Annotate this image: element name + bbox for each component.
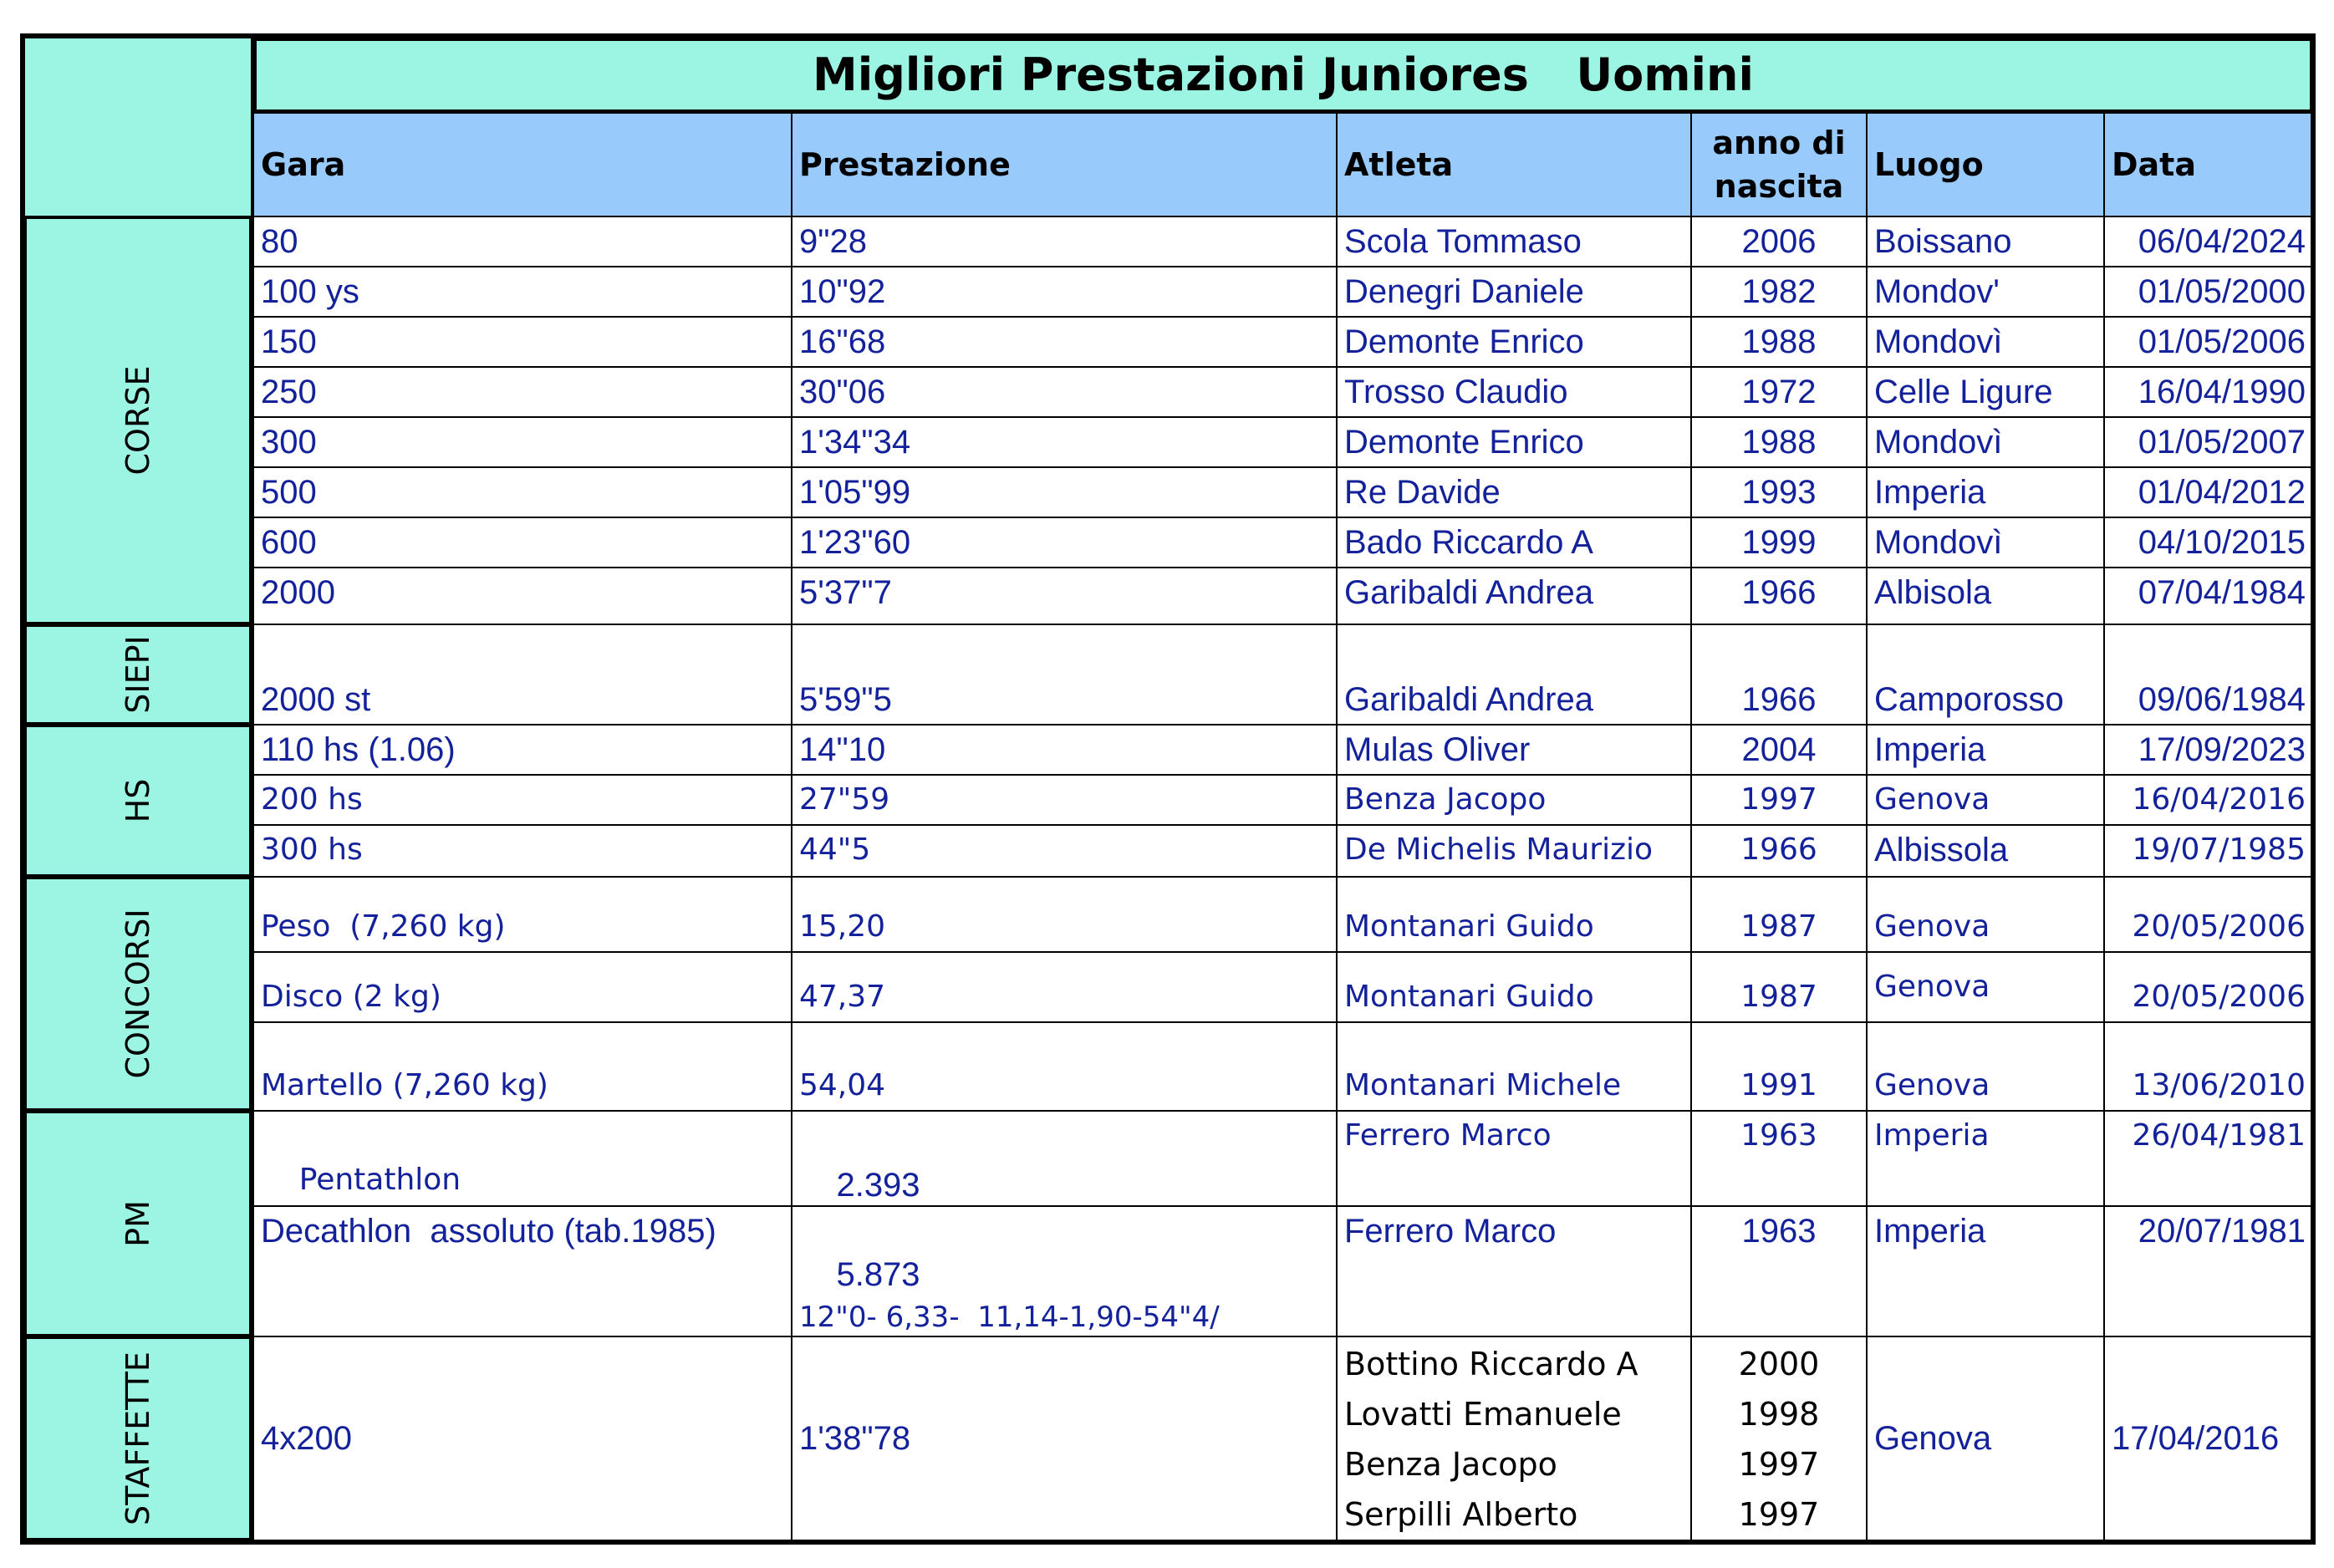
cell-atleta: Montanari Guido (1336, 951, 1692, 1023)
cell-atleta: Bado Riccardo A (1336, 517, 1692, 568)
header-anno: anno di nascita (1690, 112, 1868, 217)
cell-gara: 300 hs (252, 824, 792, 878)
cell-anno: 1972 (1690, 366, 1868, 418)
cell-data: 01/05/2000 (2103, 266, 2314, 318)
cell-atleta: Mulas Oliver (1336, 724, 1692, 776)
header-prestazione: Prestazione (791, 112, 1338, 217)
cell-luogo: Imperia (1866, 724, 2105, 776)
cell-gara (252, 1110, 792, 1207)
cell-atleta: Ferrero Marco (1336, 1205, 1692, 1337)
cell-gara: 2000 st (252, 624, 792, 725)
relay-athlete: Benza Jacopo (1344, 1446, 1557, 1483)
cell-luogo: Imperia (1866, 466, 2105, 518)
cell-luogo: Genova (1866, 1336, 2105, 1541)
cell-luogo: Mondovì (1866, 517, 2105, 568)
cell-prestazione: 47,37 (791, 951, 1338, 1023)
cell-atleta: Re Davide (1336, 466, 1692, 518)
cell-data: 01/05/2006 (2103, 316, 2314, 368)
cell-prestazione-main: 5.873 (836, 1256, 920, 1293)
cell-prestazione: 14"10 (791, 724, 1338, 776)
cell-luogo: Mondovì (1866, 416, 2105, 468)
cell-data: 13/06/2010 (2103, 1021, 2314, 1112)
cell-anno: 1966 (1690, 567, 1868, 625)
cell-luogo: Imperia (1866, 1110, 2105, 1207)
relay-year: 1997 (1738, 1496, 1820, 1533)
cell-atleta: Denegri Daniele (1336, 266, 1692, 318)
cell-luogo: Celle Ligure (1866, 366, 2105, 418)
cell-prestazione: 16"68 (791, 316, 1338, 368)
cell-prestazione: 1'05"99 (791, 466, 1338, 518)
category-staffette (23, 1336, 252, 1541)
relay-athlete: Lovatti Emanuele (1344, 1396, 1622, 1433)
cell-prestazione: 5'59"5 (791, 624, 1338, 725)
header-data: Data (2103, 112, 2314, 217)
cell-prestazione: 15,20 (791, 876, 1338, 953)
cell-luogo: Boissano (1866, 216, 2105, 267)
cell-data: 17/09/2023 (2103, 724, 2314, 776)
relay-year: 2000 (1738, 1346, 1820, 1382)
cell-luogo: Camporosso (1866, 624, 2105, 725)
cell-prestazione (791, 1205, 1338, 1337)
cell-luogo: Genova (1866, 951, 2105, 1023)
cell-anno: 1997 (1690, 774, 1868, 826)
cell-anno: 1988 (1690, 416, 1868, 468)
page-title: Migliori Prestazioni Juniores Uomini (252, 37, 2314, 114)
cell-gara: Peso (7,260 kg) (252, 876, 792, 953)
cell-atleta: Benza Jacopo (1336, 774, 1692, 826)
cell-prestazione: 44"5 (791, 824, 1338, 878)
relay-year: 1997 (1738, 1446, 1820, 1483)
cell-prestazione: 9"28 (791, 216, 1338, 267)
cell-luogo: Mondov' (1866, 266, 2105, 318)
cell-data: 07/04/1984 (2103, 567, 2314, 625)
cell-data: 04/10/2015 (2103, 517, 2314, 568)
cell-data: 09/06/1984 (2103, 624, 2314, 725)
category-label: STAFFETTE (120, 1352, 156, 1525)
header-atleta: Atleta (1336, 112, 1692, 217)
cell-atleta: Demonte Enrico (1336, 316, 1692, 368)
cell-anno: 2006 (1690, 216, 1868, 267)
cell-anno: 1966 (1690, 824, 1868, 878)
cell-atleta: Demonte Enrico (1336, 416, 1692, 468)
cell-luogo: Albissola (1866, 824, 2105, 878)
cell-luogo: Genova (1866, 774, 2105, 826)
cell-prestazione: 5'37"7 (791, 567, 1338, 625)
cell-luogo: Mondovì (1866, 316, 2105, 368)
cell-gara: 250 (252, 366, 792, 418)
cell-anno: 1987 (1690, 951, 1868, 1023)
category-label: SIEPI (120, 635, 156, 714)
category-label: CORSE (120, 365, 156, 476)
header-luogo: Luogo (1866, 112, 2105, 217)
relay-athlete: Bottino Riccardo A (1344, 1346, 1638, 1382)
cell-gara: 150 (252, 316, 792, 368)
category-label: CONCORSI (120, 909, 156, 1079)
corner-cell (23, 37, 252, 217)
category-pm (23, 1110, 252, 1337)
cell-atleta (1336, 1336, 1692, 1541)
cell-anno: 1993 (1690, 466, 1868, 518)
cell-data: 19/07/1985 (2103, 824, 2314, 878)
cell-prestazione: 1'34"34 (791, 416, 1338, 468)
cell-data: 26/04/1981 (2103, 1110, 2314, 1207)
relay-athlete: Serpilli Alberto (1344, 1496, 1578, 1533)
cell-atleta: Garibaldi Andrea (1336, 624, 1692, 725)
cell-prestazione: 10"92 (791, 266, 1338, 318)
cell-data: 06/04/2024 (2103, 216, 2314, 267)
cell-data: 16/04/2016 (2103, 774, 2314, 826)
cell-atleta: Scola Tommaso (1336, 216, 1692, 267)
cell-gara: Disco (2 kg) (252, 951, 792, 1023)
cell-prestazione-sub: 12"0- 6,33- 11,14-1,90-54"4/ (799, 1301, 1220, 1334)
cell-luogo: Imperia (1866, 1205, 2105, 1337)
cell-anno: 1991 (1690, 1021, 1868, 1112)
cell-gara: 100 ys (252, 266, 792, 318)
cell-gara: 80 (252, 216, 792, 267)
cell-anno: 1987 (1690, 876, 1868, 953)
cell-gara-main: Pentathlon (298, 1163, 461, 1197)
cell-atleta: Montanari Guido (1336, 876, 1692, 953)
category-hs (23, 724, 252, 878)
cell-anno: 1966 (1690, 624, 1868, 725)
category-siepi (23, 624, 252, 725)
cell-anno: 1982 (1690, 266, 1868, 318)
cell-prestazione: 1'23"60 (791, 517, 1338, 568)
cell-luogo: Genova (1866, 876, 2105, 953)
cell-luogo: Albisola (1866, 567, 2105, 625)
cell-prestazione-main: 2.393 (836, 1167, 920, 1204)
cell-atleta: De Michelis Maurizio (1336, 824, 1692, 878)
header-gara: Gara (252, 112, 792, 217)
category-label: PM (120, 1200, 156, 1247)
cell-data: 16/04/1990 (2103, 366, 2314, 418)
category-corse (23, 216, 252, 625)
cell-luogo: Genova (1866, 1021, 2105, 1112)
cell-gara: 600 (252, 517, 792, 568)
cell-anno: 1963 (1690, 1110, 1868, 1207)
cell-atleta: Montanari Michele (1336, 1021, 1692, 1112)
cell-atleta: Trosso Claudio (1336, 366, 1692, 418)
cell-anno: 1999 (1690, 517, 1868, 568)
cell-data: 20/07/1981 (2103, 1205, 2314, 1337)
category-label: HS (120, 778, 156, 823)
cell-gara: 110 hs (1.06) (252, 724, 792, 776)
cell-gara: Decathlon assoluto (tab.1985) (252, 1205, 792, 1337)
cell-anno: 1963 (1690, 1205, 1868, 1337)
cell-data: 20/05/2006 (2103, 951, 2314, 1023)
cell-anno (1690, 1336, 1868, 1541)
category-concorsi (23, 876, 252, 1112)
cell-prestazione: 54,04 (791, 1021, 1338, 1112)
cell-data: 01/04/2012 (2103, 466, 2314, 518)
cell-gara: Martello (7,260 kg) (252, 1021, 792, 1112)
cell-prestazione: 27"59 (791, 774, 1338, 826)
cell-gara: 200 hs (252, 774, 792, 826)
cell-gara: 300 (252, 416, 792, 468)
cell-atleta: Garibaldi Andrea (1336, 567, 1692, 625)
cell-gara: 4x200 (252, 1336, 792, 1541)
cell-anno: 2004 (1690, 724, 1868, 776)
cell-data: 01/05/2007 (2103, 416, 2314, 468)
cell-atleta: Ferrero Marco (1336, 1110, 1692, 1207)
cell-prestazione (791, 1110, 1338, 1207)
cell-gara: 500 (252, 466, 792, 518)
relay-year: 1998 (1738, 1396, 1820, 1433)
cell-anno: 1988 (1690, 316, 1868, 368)
cell-data: 17/04/2016 (2103, 1336, 2314, 1541)
cell-prestazione: 30"06 (791, 366, 1338, 418)
cell-data: 20/05/2006 (2103, 876, 2314, 953)
cell-prestazione: 1'38"78 (791, 1336, 1338, 1541)
cell-gara: 2000 (252, 567, 792, 625)
